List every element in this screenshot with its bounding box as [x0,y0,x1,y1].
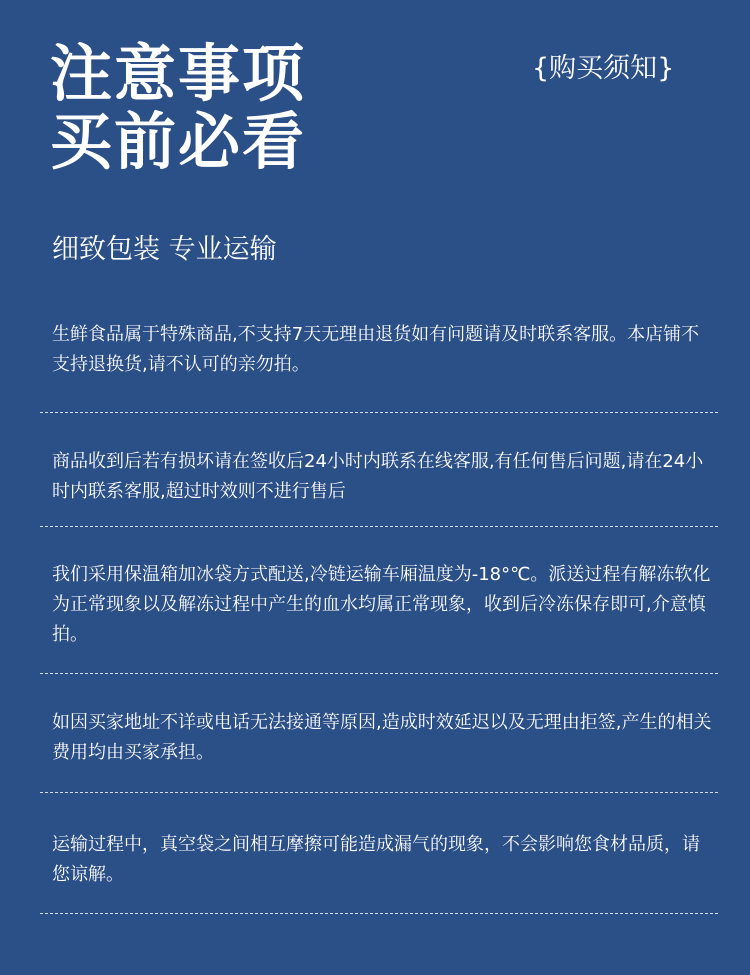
title-line-1: 注意事项 [50,37,307,110]
note-fresh-food-return-policy: 生鲜食品属于特殊商品,不支持7天无理由退货如有问题请及时联系客服。本店铺不支持退换货,请不认可的亲勿拍。 [52,324,700,375]
subtitle: 细致包装 专业运输 [52,234,277,265]
note-buyer-responsibility: 如因买家地址不详或电话无法接通等原因,造成时效延迟以及无理由拒签,产生的相关费用均由买家承担。 [52,712,712,763]
divider [40,526,718,527]
divider [40,412,718,413]
page-title [50,37,307,178]
divider [40,792,718,793]
note-damage-claim: 商品收到后若有损坏请在签收后24小时内联系在线客服,有任何售后问题,请在24小时内联系客服,超过时效则不进行售后 [52,451,704,502]
divider [40,913,718,914]
note-cold-chain-shipping: 我们采用保温箱加冰袋方式配送,冷链运输车厢温度为-18°℃。派送过程有解冻软化为正常现象以及解冻过程中产生的血水均属正常现象，收到后冷冻保存即可,介意慎拍。 [52,564,711,645]
divider [40,673,718,674]
title-line-2: 买前必看 [50,105,307,178]
purchase-notice-tag: {购买须知} [532,53,675,84]
note-vacuum-bag: 运输过程中，真空袋之间相互摩擦可能造成漏气的现象，不会影响您食材品质，请您谅解。 [52,834,700,885]
